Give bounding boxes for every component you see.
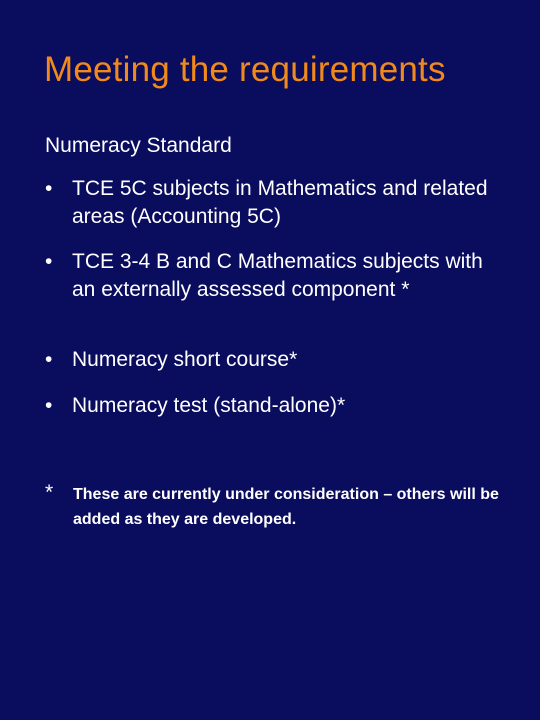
bullet-text: Numeracy test (stand-alone)* <box>72 394 346 417</box>
footnote-text: These are currently under consideration – others will be added as they are developed. <box>73 486 499 528</box>
bullet-item <box>45 346 505 374</box>
bullet-text: Numeracy short course* <box>72 348 298 371</box>
bullet-dot-icon: • <box>45 177 53 200</box>
slide-subtitle: Numeracy Standard <box>45 134 232 157</box>
bullet-dot-icon: • <box>45 348 53 371</box>
slide-title: Meeting the requirements <box>44 50 446 89</box>
bullet-text: TCE 5C subjects in Mathematics and related areas (Accounting 5C) <box>72 177 488 228</box>
bullet-item <box>45 175 505 231</box>
footnote <box>45 481 515 532</box>
bullet-item <box>45 248 505 304</box>
bullet-text: TCE 3-4 B and C Mathematics subjects with an externally assessed component * <box>72 250 483 301</box>
footnote-marker: * <box>45 481 54 504</box>
bullet-dot-icon: • <box>45 394 53 417</box>
bullet-dot-icon: • <box>45 250 53 273</box>
bullet-item <box>45 392 505 420</box>
